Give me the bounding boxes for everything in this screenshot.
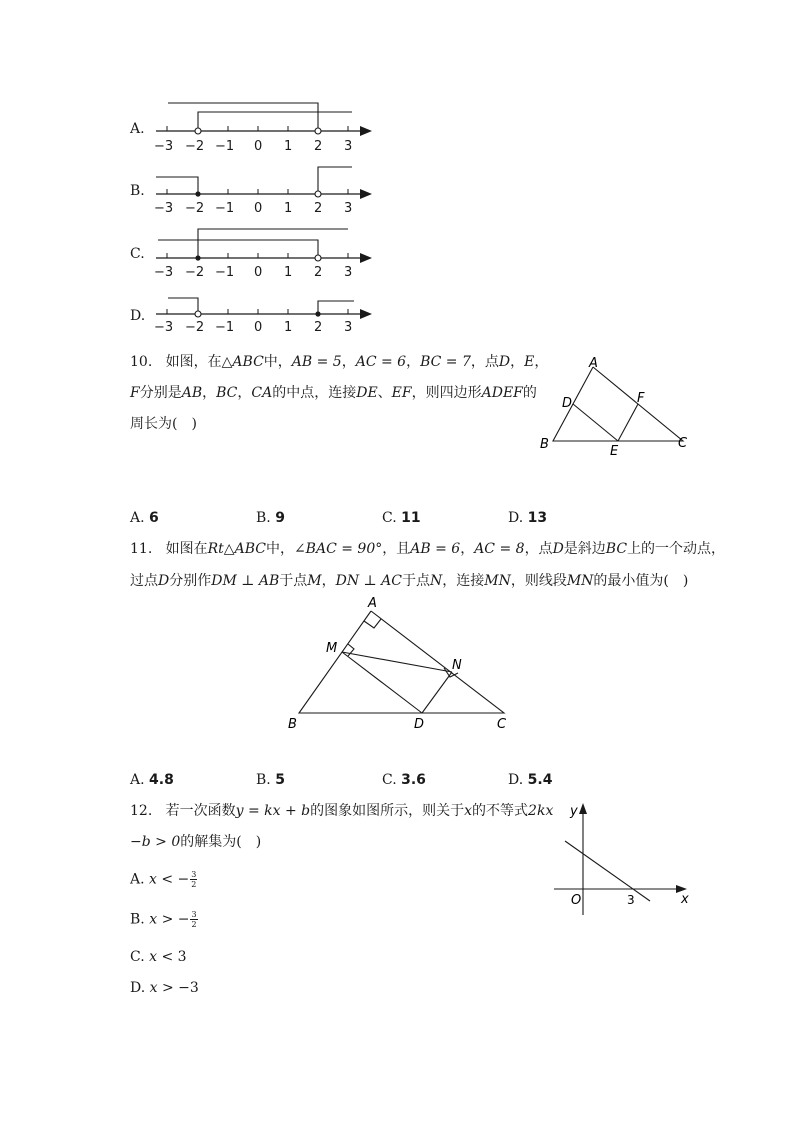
tick-label: −2 [185,320,205,335]
q11-label-c: C [497,717,507,732]
tick-label-3: 3 [627,893,635,907]
option-letter: D. [130,980,146,996]
q10-label-e: E [610,444,619,459]
answer-letter: C. [382,772,397,788]
q11-text: 过点 [130,573,158,589]
q10-text: 的中点，连接 [272,385,357,401]
q12-option-c [130,948,187,966]
q9-option-a-letter: A. [130,121,145,137]
q10-text: ， [341,354,356,370]
q11-text: ，连接 [442,573,485,589]
option-op: > − [161,911,190,928]
q11-text: ，点 [524,541,553,557]
answer-letter: B. [256,510,271,526]
q10-text: ，则四边形 [411,385,482,401]
tick-label: −1 [215,265,235,280]
answer-value: 11 [401,510,421,526]
answer-value: 5 [275,772,285,788]
q12-math: −b > 0 [130,834,181,850]
tick-label: −2 [185,265,205,280]
q11-label-d: D [414,717,425,732]
answer-letter: A. [130,510,145,526]
q11-text: 于点 [279,573,308,589]
tick-label: 2 [314,265,323,280]
q12-text: 的解集为( ) [180,834,262,850]
tick-label: −3 [154,201,174,216]
tick-label: 3 [344,265,353,280]
q11-line-2 [130,572,688,590]
answer-value: 13 [527,510,548,526]
tick-label: −2 [185,201,205,216]
q11-answer-d [508,771,552,789]
q10-label-f: F [637,391,645,406]
q10-triangle-figure [530,350,700,460]
q11-text: 于点 [401,573,430,589]
q11-math: DN ⊥ AC [335,573,402,589]
option-rest: > −3 [162,980,199,996]
q12-math: x [464,803,473,819]
q10-text: ， [406,354,421,370]
q11-text: ， [321,573,336,589]
q10-math: BC = 7 [420,354,471,370]
q10-text: 分别是 [139,385,182,401]
function-line [565,841,650,901]
q11-math: DM ⊥ AB [211,573,280,589]
answer-value: 4.8 [149,772,174,788]
q11-text: ， [460,541,475,557]
tick-label: −1 [215,139,235,154]
q11-triangle-figure [280,592,520,737]
q10-answer-d [508,509,547,527]
tick-label: −2 [185,139,205,154]
origin-label: O [571,893,582,908]
q12-number: 12. [130,803,153,819]
tick-label: −3 [154,320,174,335]
q10-text: ， [237,385,252,401]
q10-math: EF [391,385,412,401]
option-letter: B. [130,911,145,928]
q11-answer-c [382,771,426,789]
q11-math: ABC [234,541,266,557]
answer-letter: D. [508,510,524,526]
q11-text: 上的一个动点， [627,541,726,557]
q12-function-graph [548,795,698,920]
q9-option-a-ticks [150,139,380,155]
q10-math: ADEF [481,385,523,401]
q11-text: ，且 [382,541,411,557]
answer-value: 3.6 [401,772,426,788]
q10-line-1 [130,353,548,371]
q12-text: 的图象如图所示，则关于 [310,803,465,819]
tick-label: −1 [215,201,235,216]
q10-math: F [130,385,140,401]
q10-text: ， [202,385,217,401]
q10-answer-a [130,509,159,527]
q12-math: y = kx + b [235,803,311,819]
answer-letter: A. [130,772,145,788]
q10-line-2 [130,384,537,402]
q11-line-1 [130,540,725,558]
q11-answer-b [256,771,285,789]
axis-label-x: x [681,892,689,907]
q11-math: D [552,541,564,557]
q10-text: ， [510,354,525,370]
q10-answer-c [382,509,421,527]
q10-math: ABC [232,354,264,370]
q11-text: ，则线段 [510,573,567,589]
answer-letter: C. [382,510,397,526]
option-letter: C. [130,949,145,965]
tick-label: 3 [344,201,353,216]
option-rest: < 3 [161,949,187,965]
q10-label-c: C [678,436,688,451]
q10-number: 10. [130,354,153,370]
q11-label-m: M [326,641,338,656]
q10-text: 如图，在 [165,354,222,370]
option-var: x [149,911,158,928]
q11-math: AC = 8 [474,541,525,557]
q11-math: AB = 6 [410,541,461,557]
y-axis-arrow [579,803,587,814]
tick-label: 3 [344,320,353,335]
q12-option-a [130,870,197,889]
q10-math: BC [216,385,238,401]
answer-value: 6 [149,510,159,526]
fraction-denominator: 2 [191,920,197,929]
q11-label-b: B [288,717,297,732]
q10-math: AB [181,385,203,401]
answer-letter: D. [508,772,524,788]
q11-answer-a [130,771,174,789]
q11-text: 如图在 [165,541,208,557]
q10-text: ，点 [470,354,499,370]
q10-label-b: B [540,437,549,452]
q10-math: D [498,354,511,370]
q10-math: E [524,354,535,370]
q10-math: AC = 6 [355,354,407,370]
fraction [190,870,197,889]
option-var: x [149,871,157,888]
option-var: x [149,949,158,965]
q12-text: 若一次函数 [165,803,236,819]
q11-math: MN [566,573,594,589]
q11-math: ∠BAC = 90° [293,541,383,557]
tick-label: 1 [284,201,293,216]
fraction [190,910,197,929]
q12-line-2 [130,833,261,851]
q10-math: CA [251,385,273,401]
tick-label: 0 [254,265,263,280]
option-var: x [149,980,158,996]
q11-label-a: A [368,596,377,611]
q11-number: 11. [130,541,153,557]
q12-line-1 [130,802,553,820]
tick-label: −3 [154,139,174,154]
answer-value: 9 [275,510,285,526]
q10-text: ， [534,354,549,370]
q9-option-c-letter: C. [130,246,145,262]
q12-option-b [130,910,198,929]
tick-label: 3 [344,139,353,154]
q10-triangle-symbol: △ [221,354,233,370]
fraction-denominator: 2 [191,880,197,889]
q10-text: 、 [377,385,392,401]
q11-math: M [307,573,322,589]
q10-label-d: D [562,396,573,411]
q11-math: Rt [207,541,224,557]
tick-label: 2 [314,201,323,216]
tick-label: 1 [284,139,293,154]
q11-text: 中， [265,541,294,557]
q10-math: DE [356,385,378,401]
q11-text: 是斜边 [563,541,606,557]
q11-math: N [429,573,443,589]
fraction-numerator: 3 [191,910,197,919]
q9-option-b-ticks [150,201,380,217]
q11-label-n: N [452,658,462,673]
tick-label: 0 [254,201,263,216]
q12-math: 2kx [528,803,554,819]
q11-text: 分别作 [169,573,212,589]
q11-math: D [158,573,170,589]
q10-text: 中， [263,354,292,370]
option-letter: A. [130,871,145,888]
q11-math: MN [484,573,511,589]
q11-triangle-symbol: △ [223,541,235,557]
q9-option-d-letter: D. [130,308,146,324]
tick-label: 0 [254,320,263,335]
tick-label: 2 [314,139,323,154]
q11-math: BC [605,541,628,557]
q10-answer-b [256,509,285,527]
q12-text: 的不等式 [472,803,529,819]
q9-option-d-ticks [150,320,380,336]
q10-math: AB = 5 [291,354,342,370]
q10-text: 的 [522,385,537,401]
q10-line-3: 周长为( ) [130,416,197,432]
tick-label: 0 [254,139,263,154]
option-op: < − [161,871,190,888]
q9-option-c-ticks [150,265,380,281]
q9-option-b-letter: B. [130,183,145,199]
axis-label-y: y [570,804,578,819]
tick-label: 1 [284,265,293,280]
answer-letter: B. [256,772,271,788]
q11-text: 的最小值为( ) [593,573,689,589]
q10-label-a: A [589,356,598,371]
tick-label: −3 [154,265,174,280]
q12-option-d [130,979,199,997]
tick-label: 2 [314,320,323,335]
tick-label: −1 [215,320,235,335]
fraction-numerator: 3 [191,870,197,879]
answer-value: 5.4 [527,772,553,788]
tick-label: 1 [284,320,293,335]
